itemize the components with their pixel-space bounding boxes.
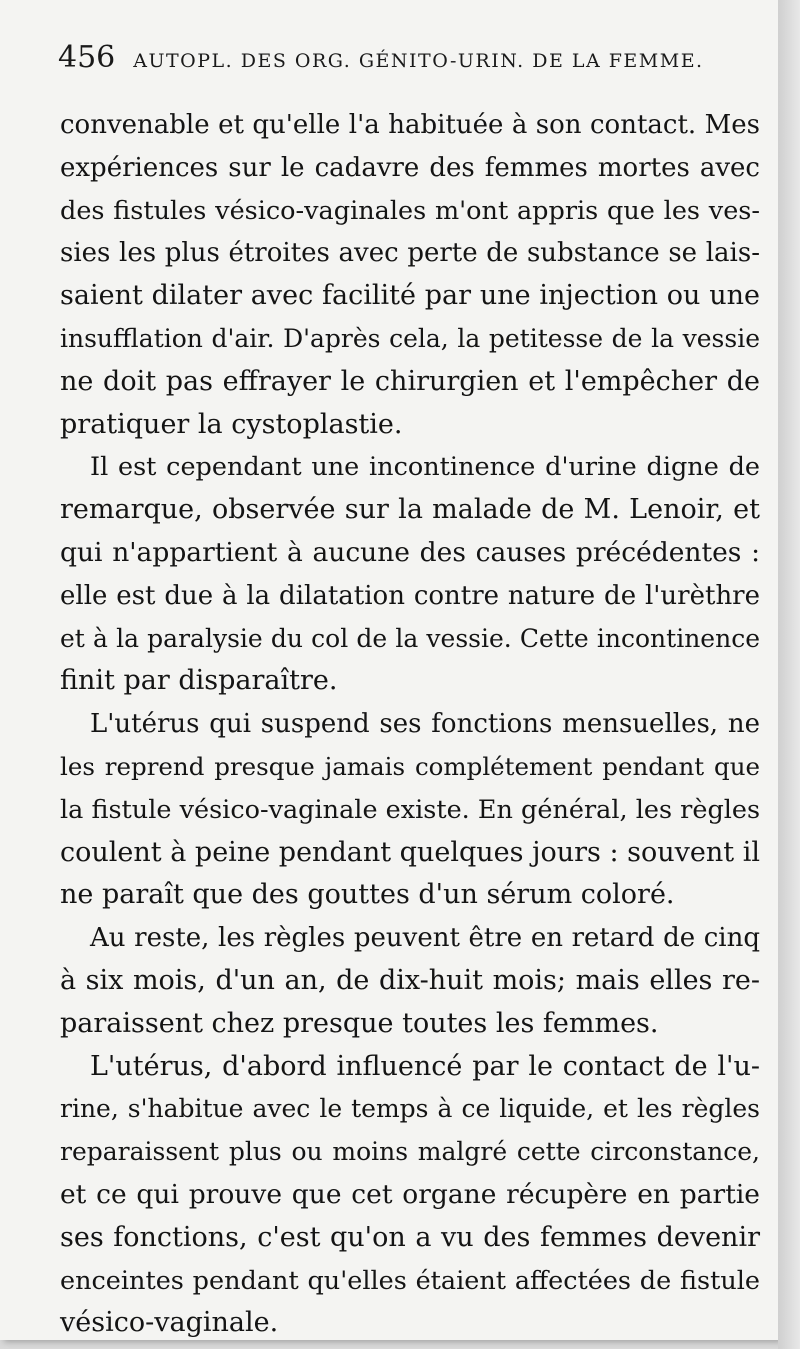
text-line: à six mois, d'un an, de dix-huit mois; mais elles re- xyxy=(60,964,760,996)
paragraph-start-line: Il est cependant une incontinence d'urine digne de xyxy=(90,452,760,483)
paragraph-start-line: L'utérus, d'abord influencé par le contact de l'u- xyxy=(90,1050,760,1082)
page-edge-shadow xyxy=(778,0,800,1349)
text-line: ne paraît que des gouttes d'un sérum coloré. xyxy=(60,879,675,911)
text-line: qui n'appartient à aucune des causes précédentes : xyxy=(60,536,760,568)
text-line: la fistule vésico-vaginale existe. En général, les règles xyxy=(60,794,761,825)
paragraph-start-line: L'utérus qui suspend ses fonctions mensuelles, ne xyxy=(90,709,760,740)
text-line: ses fonctions, c'est qu'on a vu des femmes devenir xyxy=(60,1221,760,1253)
text-line: enceintes pendant qu'elles étaient affectées de fistule xyxy=(60,1265,760,1296)
text-line: paraissent chez presque toutes les femmes. xyxy=(60,1007,659,1039)
text-line: des fistules vésico-vaginales m'ont appris que les ves- xyxy=(60,195,760,226)
page-number: 456 xyxy=(58,40,116,75)
running-head: AUTOPL. DES ORG. GÉNITO-URIN. DE LA FEMME. xyxy=(133,50,704,72)
text-line: insufflation d'air. D'après cela, la petitesse de la vessie xyxy=(60,323,760,353)
text-line: les reprend presque jamais complétement pendant que xyxy=(60,751,760,781)
text-line: et ce qui prouve que cet organe récupère en partie xyxy=(60,1178,760,1210)
text-line: elle est due à la dilatation contre nature de l'urèthre xyxy=(60,580,760,611)
text-line: rine, s'habitue avec le temps à ce liquide, et les règles xyxy=(60,1094,760,1124)
page-header xyxy=(58,40,758,80)
text-line: finit par disparaître. xyxy=(60,665,338,697)
text-line: convenable et qu'elle l'a habituée à son contact. Mes xyxy=(60,110,760,140)
text-line: remarque, observée sur la malade de M. Lenoir, et xyxy=(60,494,760,526)
text-line: pratiquer la cystoplastie. xyxy=(60,408,403,440)
text-line: sies les plus étroites avec perte de substance se lais- xyxy=(60,238,760,269)
text-line: ne doit pas effrayer le chirurgien et l'empêcher de xyxy=(60,365,760,397)
text-line: et à la paralysie du col de la vessie. Cette incontinence xyxy=(60,623,760,653)
paragraph-start-line: Au reste, les règles peuvent être en retard de cinq xyxy=(90,923,760,954)
body-text xyxy=(60,104,760,1345)
text-line: coulent à peine pendant quelques jours : souvent il xyxy=(60,836,760,868)
text-line: expériences sur le cadavre des femmes mortes avec xyxy=(60,152,760,183)
text-line: saient dilater avec facilité par une injection ou une xyxy=(60,280,760,312)
text-line: reparaissent plus ou moins malgré cette circonstance, xyxy=(60,1137,760,1167)
text-line: vésico-vaginale. xyxy=(60,1307,279,1339)
